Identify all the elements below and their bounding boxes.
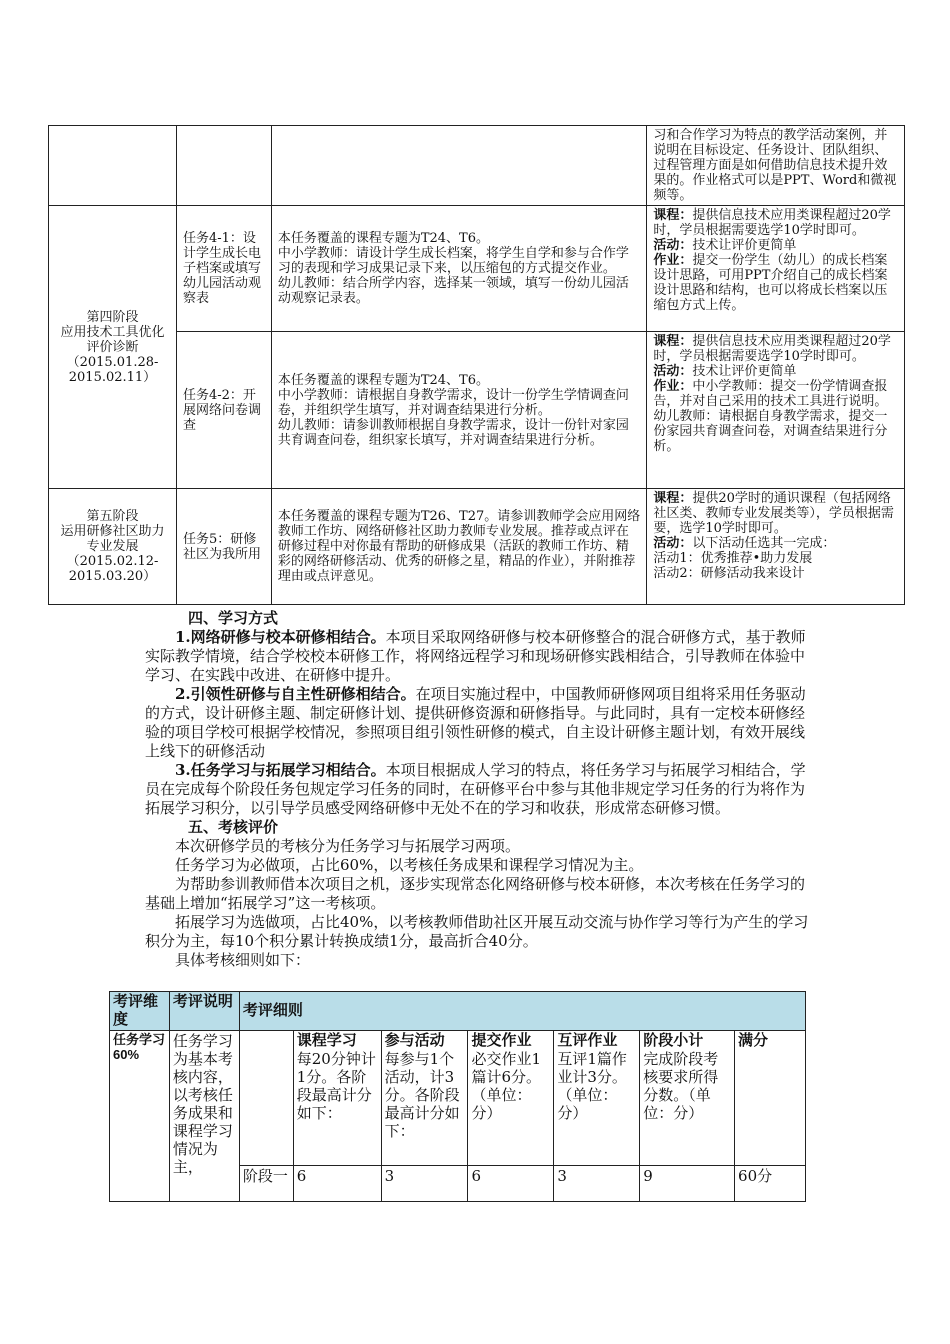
section-learning-methods: [145, 609, 810, 970]
stage-dates: （2015.02.12-2015.03.20）: [66, 554, 159, 584]
homework-label: 作业：: [653, 253, 693, 268]
task-desc-cell: [271, 489, 646, 605]
task-name: 任务4-2：开展网络问卷调查: [182, 387, 261, 433]
table-row: [110, 1031, 806, 1166]
desc-line: 本任务覆盖的课程专题为T26、T27。请参训教师学会应用网络教师工作坊、网络研修社区助力教师专业发展。推荐或点评在研修过程中对你最有帮助的研修成果（活跃的教师工作坊、精彩的网络研修活动、优秀的研修之星，精品的作业），并附推荐理由或点评意见。: [277, 509, 641, 584]
task-name: 任务5：研修社区为我所用: [182, 531, 261, 562]
rule-note: 互评1篇作业计3分。（单位：分）: [557, 1050, 627, 1122]
rule-title: 提交作业: [471, 1032, 532, 1049]
stage-name: 第四阶段: [86, 309, 139, 325]
table-row: [49, 489, 905, 605]
stage-cell: 阶段一: [239, 1166, 293, 1202]
table-row: [49, 206, 905, 332]
activity-option: 活动2：研修活动我来设计: [653, 566, 805, 581]
activity-text: 技术让评价更简单: [692, 238, 797, 253]
paragraph: [145, 761, 810, 818]
score-cell: 60分: [735, 1166, 806, 1202]
rule-title: 互评作业: [557, 1032, 618, 1049]
paragraph-lead: 1.网络研修与校本研修相结合。: [175, 628, 386, 646]
stage-name: 第五阶段: [86, 509, 139, 524]
rule-note: 必交作业1篇计6分。（单位：分）: [471, 1050, 541, 1122]
desc-line: 幼儿教师：结合所学内容，选择某一领域，填写一份幼儿园活动观察记录表。: [277, 276, 629, 306]
course-text: 提供信息技术应用类课程超过20学时，学员根据需要选学10学时即可。: [653, 334, 891, 364]
homework-text-2: 幼儿教师：请根据自身教学需求，提交一份家园共育调查问卷，对调查结果进行分析。: [653, 409, 888, 454]
task-detail-cell: [647, 332, 905, 489]
paragraph: [145, 685, 810, 761]
rule-cell: [640, 1031, 735, 1166]
task-detail-cell: [647, 489, 905, 605]
desc-line: 中小学教师：请设计学生成长档案，将学生自学和参与合作学习的表现和学习成果记录下来，以压缩包的方式提交作业。: [277, 246, 629, 276]
course-label: 课程：: [653, 208, 693, 223]
paragraph-lead: 3.任务学习与拓展学习相结合。: [175, 761, 386, 779]
activity-label: 活动：: [653, 364, 693, 379]
score-cell: 6: [468, 1166, 554, 1202]
course-text: 提供信息技术应用类课程超过20学时，学员根据需要选学10学时即可。: [653, 208, 891, 238]
header-dimension: 考评维度: [110, 992, 170, 1031]
paragraph: [145, 628, 810, 685]
rule-note: 每参与1个活动，计3分。各阶段最高计分如下：: [384, 1050, 460, 1140]
task-detail-cell: [647, 206, 905, 332]
homework-text: 提交一份学生（幼儿）的成长档案设计思路，可用PPT介绍自己的成长档案设计思路和结构，也可以将成长档案以压缩包方式上传。: [653, 253, 888, 313]
rule-cell: [735, 1031, 806, 1166]
stage-cell: [49, 489, 177, 605]
stage-title: 运用研修社区助力专业发展: [60, 524, 165, 554]
desc-line: 幼儿教师：请参训教师根据自身教学需求，设计一份针对家园共育调查问卷，组织家长填写，并对调查结果进行分析。: [277, 417, 629, 448]
activity-text: 以下活动任选其一完成：: [692, 536, 836, 551]
stage-cell: [49, 206, 177, 489]
stage-task-table: [48, 125, 905, 605]
score-cell: 9: [640, 1166, 735, 1202]
task-desc-cell: [271, 332, 646, 489]
desc-line: 中小学教师：请根据自身教学需求，设计一份学生学情调查问卷，并组织学生填写，并对调查结果进行分析。: [277, 387, 629, 418]
header-description: 考评说明: [169, 992, 239, 1031]
rule-note: 每20分钟计1分。各阶段最高计分如下：: [296, 1050, 376, 1122]
dimension-cell: 任务学习60%: [110, 1031, 170, 1202]
desc-line: 本任务覆盖的课程专题为T24、T6。: [277, 231, 489, 246]
cell-text: 习和合作学习为特点的教学活动案例，并说明在目标设定、任务设计、团队组织、过程管理方面是如何借助信息技术提升效果的。作业格式可以是PPT、Word和微视频等。: [653, 128, 897, 203]
rule-title: 阶段小计: [643, 1032, 704, 1049]
section-heading: 四、学习方式: [188, 609, 279, 627]
task-cell: [176, 489, 271, 605]
paragraph: 任务学习为必做项，占比60%，以考核任务成果和课程学习情况为主。: [175, 856, 644, 874]
course-label: 课程：: [653, 491, 693, 506]
rule-note: 完成阶段考核要求所得分数。（单位：分）: [643, 1050, 719, 1122]
score-cell: 3: [554, 1166, 640, 1202]
header-rules: 考评细则: [239, 992, 805, 1031]
task-name: 任务4-1：设计学生成长电子档案或填写幼儿园活动观察表: [182, 231, 261, 306]
table-row: [49, 126, 905, 206]
rule-title: 课程学习: [296, 1032, 357, 1049]
table-header-row: [110, 992, 806, 1031]
evaluation-table: [109, 991, 806, 1202]
rule-cell: [293, 1031, 381, 1166]
course-text: 提供20学时的通识课程（包括网络社区类、教师专业发展类等），学员根据需要，选学10学时即可。: [653, 491, 894, 536]
task-cell: [176, 206, 271, 332]
stage-dates: （2015.01.28-2015.02.11）: [66, 354, 159, 385]
activity-option: 活动1：优秀推荐•助力发展: [653, 551, 813, 566]
paragraph-text: 本项目根据成人学习的特点，将任务学习与拓展学习相结合，学员在完成每个阶段任务包规定学习任务的同时，在研修平台中参与其他非规定学习任务的行为将作为拓展学习积分，以引导学员感受网络研修中无处不在的学习和收获，形成常态研修习惯。: [145, 761, 806, 817]
paragraph-text: 本项目采取网络研修与校本研修整合的混合研修方式，基于教师实际教学情境，结合学校校本研修工作，将网络远程学习和现场研修实践相结合，引导教师在体验中学习、在实践中改进、在研修中提升。: [145, 628, 806, 684]
rule-title: 参与活动: [384, 1032, 445, 1049]
rule-title: 满分: [738, 1032, 769, 1049]
stage-title: 应用技术工具优化评价诊断: [60, 324, 165, 355]
score-cell: 6: [293, 1166, 381, 1202]
rule-cell: [381, 1031, 468, 1166]
rule-cell: [554, 1031, 640, 1166]
paragraph: 本次研修学员的考核分为任务学习与拓展学习两项。: [175, 837, 521, 855]
table-cell: [176, 126, 271, 206]
score-cell: 3: [381, 1166, 468, 1202]
homework-label: 作业：: [653, 379, 693, 394]
table-row: [49, 332, 905, 489]
homework-text: 中小学教师：提交一份学情调查报告，并对自己采用的技术工具进行说明。: [653, 379, 888, 409]
paragraph-lead: 2.引领性研修与自主性研修相结合。: [175, 685, 416, 703]
activity-text: 技术让评价更简单: [692, 364, 797, 379]
task-cell: [176, 332, 271, 489]
stage-blank-cell: [239, 1031, 293, 1166]
table-cell: [271, 126, 646, 206]
table-cell: [49, 126, 177, 206]
task-desc-cell: [271, 206, 646, 332]
activity-label: 活动：: [653, 238, 693, 253]
paragraph-text: 在项目实施过程中，中国教师研修网项目组将采用任务驱动的方式，设计研修主题、制定研修计划、提供研修资源和研修指导。与此同时，具有一定校本研修经验的项目学校可根据学校情况，参照项目组引领性研修的模式，自主设计研修主题计划，有效开展线上线下的研修活动: [145, 685, 806, 760]
activity-label: 活动：: [653, 536, 693, 551]
paragraph: 拓展学习为选做项，占比40%，以考核教师借助社区开展互动交流与协作学习等行为产生的学习积分为主，每10个积分累计转换成绩1分，最高折合40分。: [145, 913, 809, 950]
course-label: 课程：: [653, 334, 693, 349]
paragraph: 为帮助参训教师借本次项目之机，逐步实现常态化网络研修与校本研修，本次考核在任务学习的基础上增加“拓展学习”这一考核项。: [145, 875, 806, 912]
paragraph: 具体考核细则如下：: [175, 951, 311, 969]
table-cell: [647, 126, 905, 206]
description-cell: 任务学习为基本考核内容，以考核任务成果和课程学习情况为主，: [169, 1031, 239, 1202]
rule-cell: [468, 1031, 554, 1166]
desc-line: 本任务覆盖的课程专题为T24、T6。: [277, 372, 489, 388]
section-heading: 五、考核评价: [188, 818, 279, 836]
